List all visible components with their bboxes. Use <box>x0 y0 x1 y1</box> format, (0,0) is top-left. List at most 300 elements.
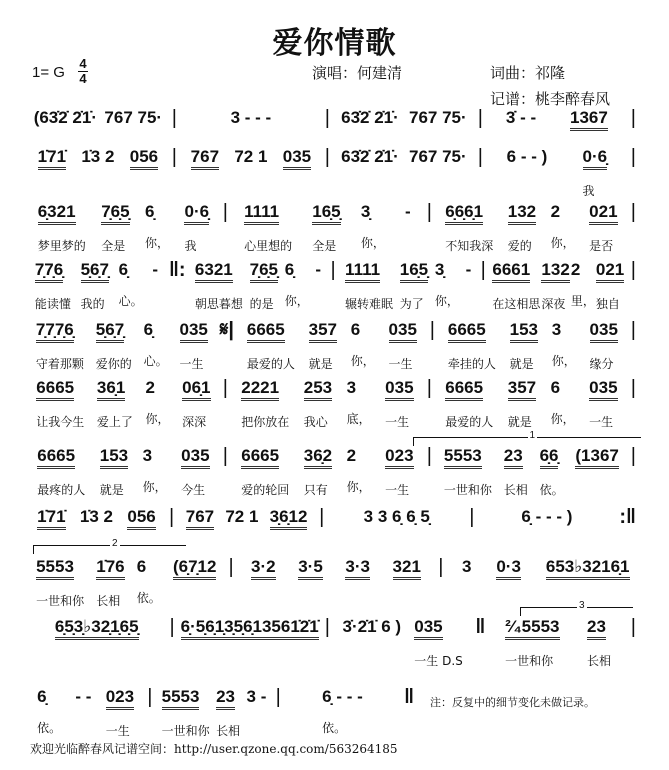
notes: 3̇·2̇1̇ 6 ) <box>342 617 402 636</box>
lyric: 全是 <box>101 239 126 253</box>
measure <box>183 108 319 128</box>
lyric: 一世和你 <box>161 724 210 738</box>
notes: 3 <box>142 446 153 465</box>
barline: | <box>228 556 234 578</box>
notes: 23 <box>504 446 523 469</box>
note-group <box>552 320 576 369</box>
notes: 6665 <box>36 378 74 401</box>
notes: 6̣ <box>145 202 155 221</box>
measure <box>30 260 163 312</box>
note-group <box>504 446 528 498</box>
notes: 6̣6̣ <box>540 446 559 469</box>
lyric: 把你放在 <box>241 415 290 429</box>
lyric: 爱的轮回 <box>241 483 290 497</box>
note-group <box>551 378 575 427</box>
note-group <box>341 147 399 167</box>
notes: 6665 <box>445 378 483 401</box>
note-group <box>152 260 158 280</box>
barline: :‖ <box>619 506 636 528</box>
notes: 357 <box>309 320 337 343</box>
notes: 2 <box>346 446 357 465</box>
notes: 6 - - ) <box>506 147 548 166</box>
barline: | <box>426 377 432 399</box>
notes: 023 <box>385 446 413 469</box>
barline: | <box>168 506 175 528</box>
barline: | <box>438 556 444 578</box>
note-group <box>181 617 206 640</box>
measure <box>234 446 421 498</box>
note-group <box>445 378 493 430</box>
notes: 6̣ - - - <box>322 687 363 706</box>
note-group <box>281 617 319 640</box>
lyric: 深深 <box>182 415 207 429</box>
notes: 6 <box>350 320 361 339</box>
lyric: 底， <box>346 412 371 426</box>
note-group <box>462 557 471 577</box>
note-group <box>37 687 61 736</box>
note-group <box>405 202 411 222</box>
note-group <box>466 260 472 280</box>
lyric: 朝思暮想 <box>194 297 243 311</box>
note-group <box>241 446 289 498</box>
lyric: 你， <box>145 236 170 250</box>
notes: 035 <box>181 446 209 469</box>
lyric: 一世和你 <box>36 594 85 608</box>
measure <box>30 687 141 739</box>
notes: 3̣ <box>360 202 371 221</box>
footer-link-text: 欢迎光临醉春风记谱空间：http://user.qzone.qq.com/563264185 <box>30 742 398 756</box>
notes: 035 <box>414 617 442 640</box>
note-group <box>250 260 278 312</box>
lyric: 今生 <box>181 483 206 497</box>
measure <box>438 378 625 430</box>
composer: 词曲：祁隆 <box>490 64 566 82</box>
note-group <box>364 507 430 527</box>
note-group <box>144 320 168 369</box>
lyric: 缘分 <box>589 357 614 371</box>
notes: 3·5 <box>298 557 323 580</box>
notes: 021 <box>589 202 617 225</box>
note-group <box>97 378 133 430</box>
measure <box>342 260 475 312</box>
barline: | <box>319 506 325 528</box>
notes: 23 <box>216 687 235 710</box>
note-group <box>36 378 84 430</box>
notes: 321 <box>393 557 421 580</box>
notes: 6̣·5̣ <box>181 617 206 640</box>
score-line <box>30 260 642 312</box>
notes: 132 <box>508 202 536 225</box>
note-group <box>322 687 363 736</box>
notes: (6̣7̣12 <box>173 557 216 580</box>
barline: | <box>477 107 483 129</box>
note-group <box>146 378 170 427</box>
lyric: 长相 <box>96 594 121 608</box>
measure <box>30 378 217 430</box>
lyric: 在这相思 <box>492 297 541 311</box>
note-group <box>400 260 428 312</box>
measure <box>492 260 625 312</box>
measure <box>30 147 166 170</box>
lyric: 爱的 <box>507 239 532 253</box>
score-line <box>30 108 642 131</box>
lyric: 心。 <box>143 354 168 368</box>
lyric: 一生 <box>388 357 413 371</box>
barline: | <box>147 686 153 708</box>
barline: ‖ <box>404 686 415 708</box>
score-line <box>30 507 642 530</box>
note-group <box>283 147 311 170</box>
notes: 3̣ <box>434 260 445 279</box>
barline: | <box>630 146 636 168</box>
note-group <box>347 378 371 427</box>
measure <box>330 507 463 527</box>
song-title: 爱你情歌 <box>272 26 397 61</box>
note-group <box>570 108 608 131</box>
key-signature: 1= G <box>32 64 65 81</box>
measure <box>438 202 625 254</box>
note-group <box>180 320 208 372</box>
note-group <box>496 557 521 580</box>
notes: 021 <box>596 260 624 283</box>
note-group <box>75 687 91 707</box>
lyric: 就是 <box>509 357 534 371</box>
notes: 3 - - - <box>230 108 272 127</box>
notes: 3 <box>346 378 357 397</box>
lyric: 一世和你 <box>443 483 492 497</box>
lyric: 的是 <box>249 297 274 311</box>
notes: 653♭3216̣1 <box>546 557 630 580</box>
note-group <box>445 202 493 254</box>
notes: 3·3 <box>345 557 370 580</box>
note-group <box>345 260 393 312</box>
note-group <box>241 378 289 430</box>
notes: 035 <box>385 378 413 401</box>
lyric: 守着那颗 <box>35 357 84 371</box>
barline: | <box>480 259 486 281</box>
volta-second-label: 2 <box>112 538 118 549</box>
notes: 72 1 <box>225 507 259 526</box>
score-line <box>30 687 420 739</box>
note-group <box>173 557 216 580</box>
lyric: 爱你的 <box>95 357 132 371</box>
barline: | <box>630 107 636 129</box>
note-group <box>343 617 402 637</box>
note-group <box>589 378 617 430</box>
lyric: 依。 <box>37 721 62 735</box>
measure <box>491 617 624 669</box>
measure <box>183 147 319 170</box>
barline: | <box>222 201 228 223</box>
volta-first-label: 1 <box>529 430 536 441</box>
notes: 1̇3 2 <box>81 147 115 166</box>
note-group <box>205 617 243 640</box>
lyric: 不知我深 <box>445 239 494 253</box>
barline: | <box>222 377 228 399</box>
measure <box>336 147 472 167</box>
notes: 6̣5̣3̣♭32̣1̣6̣5̣ <box>55 617 139 640</box>
notes: 6̣ <box>143 320 154 339</box>
note-group <box>298 557 323 580</box>
measure <box>30 617 163 640</box>
note-group <box>571 260 595 309</box>
time-signature <box>78 58 88 85</box>
lyric: 只有 <box>303 483 328 497</box>
lyric: 长相 <box>216 724 241 738</box>
notes: - - <box>75 687 92 706</box>
barline: | <box>429 319 435 341</box>
triplet-label: 3 <box>579 600 585 611</box>
notes: 36̣2 <box>304 446 332 469</box>
note-group <box>507 147 548 167</box>
notes: (1367 <box>575 446 618 469</box>
notes: 6665 <box>37 446 75 469</box>
lyric: 一生 <box>589 415 614 429</box>
note-group <box>106 687 134 739</box>
note-group <box>589 202 617 254</box>
barline: | <box>171 146 177 168</box>
lyric: 辗转难眠 <box>345 297 394 311</box>
note-group <box>36 320 84 372</box>
barline: | <box>426 201 432 223</box>
notes: 7̣7̣7̣6̣ <box>36 320 74 343</box>
note-group <box>145 202 169 251</box>
notes: 6̣1̣3̣5̣ <box>205 617 243 640</box>
lyric: 依。 <box>539 483 564 497</box>
lyric: 你， <box>145 412 170 426</box>
note-group <box>312 202 340 254</box>
notes: 5̣6̣7̣ <box>96 320 124 343</box>
barline: | <box>477 146 483 168</box>
notes: 5553 <box>162 687 200 710</box>
barline: | <box>630 201 636 223</box>
barline: | <box>324 107 330 129</box>
note-group <box>510 320 538 372</box>
lyric: 为了 <box>399 297 424 311</box>
notes: 035 <box>180 320 208 343</box>
note-group <box>234 147 267 167</box>
notes: 6665 <box>448 320 486 343</box>
volta-second-ending <box>33 538 186 554</box>
notes: 7̣7̣6̣ <box>35 260 63 283</box>
lyric: 里， <box>570 294 595 308</box>
barline: | <box>330 259 336 281</box>
barline: | <box>169 616 175 638</box>
score-line <box>30 202 642 254</box>
lyric: 就是 <box>99 483 124 497</box>
note-group <box>35 260 71 312</box>
notes: 767 75· <box>409 147 467 166</box>
notes: 357 <box>508 378 536 401</box>
time-denominator: 4 <box>79 71 87 86</box>
note-group <box>225 507 258 527</box>
measure <box>30 202 217 254</box>
measure <box>234 202 421 254</box>
notes: 5̣6̣7̣ <box>81 260 109 283</box>
notes: 6 <box>550 378 561 397</box>
notes: 61̇2̇1̇ <box>281 617 319 640</box>
notes: 6̣321 <box>38 202 76 225</box>
notes: 1̇71̇ <box>38 147 66 170</box>
notes: 035 <box>589 378 617 401</box>
triplet-bracket <box>520 600 633 616</box>
note-group <box>162 687 210 739</box>
lyric: 一世和你 <box>505 654 554 668</box>
note-group <box>341 108 399 128</box>
lyric: 你， <box>434 294 459 308</box>
barline: ‖: <box>168 259 186 281</box>
lyric: 一生 D.S <box>414 654 463 668</box>
notes: 6̣6̣6̣1 <box>445 202 483 225</box>
note-group <box>508 378 536 430</box>
note-group <box>38 147 66 170</box>
barline: | <box>275 686 281 708</box>
barline: | <box>171 107 177 129</box>
measure <box>489 108 625 131</box>
barline: | <box>630 445 636 467</box>
notes: 3 <box>461 557 472 576</box>
lyric: 你， <box>346 480 371 494</box>
notes: 63̇2̇ 2̇1̇· <box>341 147 399 166</box>
note-group <box>270 507 308 530</box>
lyric: 长相 <box>587 654 612 668</box>
note-group <box>541 260 569 312</box>
lyric: 我的 <box>80 297 105 311</box>
measure <box>158 687 269 739</box>
barline: | <box>630 377 636 399</box>
note-group <box>37 507 65 530</box>
note-group <box>389 320 417 372</box>
lyric: 一生 <box>179 357 204 371</box>
note-group <box>583 147 608 199</box>
note-group <box>119 260 143 309</box>
note-group <box>251 557 276 580</box>
measure <box>181 617 319 640</box>
note-group <box>127 507 155 530</box>
notes: 6̣135 <box>243 617 281 640</box>
notes: - <box>152 260 159 279</box>
notes: 3̇ - - <box>505 108 537 127</box>
note-group <box>243 617 281 640</box>
lyric: 你， <box>350 354 375 368</box>
note-group <box>414 617 463 669</box>
note-group <box>506 108 536 128</box>
score-line <box>30 147 642 199</box>
notes: 767 <box>186 507 214 530</box>
notes: 0·3 <box>496 557 521 580</box>
barline: 𝄋| <box>219 319 234 341</box>
lyric: 你， <box>142 480 167 494</box>
notes: ²⁄₄5553 <box>505 617 559 640</box>
note-group <box>186 507 214 530</box>
singer: 演唱：何建清 <box>312 64 403 82</box>
lyric: 你， <box>550 412 575 426</box>
notes: (63̇2̇ 2̇1̇· <box>33 108 98 127</box>
note-group <box>96 557 124 609</box>
lyric: 依。 <box>136 591 161 605</box>
volta-first-ending <box>413 430 641 446</box>
notes: 035 <box>389 320 417 343</box>
score-line <box>30 320 642 372</box>
measure <box>30 507 163 530</box>
note-group <box>590 320 618 372</box>
measure <box>489 147 625 199</box>
lyric: 你， <box>360 236 385 250</box>
notes: 3 <box>551 320 562 339</box>
note-group <box>345 557 370 580</box>
note-group <box>184 202 209 254</box>
note-group <box>596 260 624 312</box>
notes: 06̣1 <box>182 378 210 401</box>
notes: 6̣ <box>118 260 129 279</box>
barline: | <box>630 616 636 638</box>
lyric: 最爱的人 <box>246 357 295 371</box>
notes: 153 <box>510 320 538 343</box>
note-group <box>546 557 630 580</box>
footnote: 注：反复中的细节变化未做记录。 <box>430 696 595 709</box>
notes: 153 <box>100 446 128 469</box>
notes: 1367 <box>570 108 608 131</box>
notes: 2221 <box>241 378 279 401</box>
lyric: 就是 <box>507 415 532 429</box>
lyric: 一生 <box>385 483 410 497</box>
note-group <box>231 108 272 128</box>
lyric: 就是 <box>308 357 333 371</box>
measure <box>449 557 642 580</box>
measure <box>480 507 613 527</box>
notes: 6665 <box>241 446 279 469</box>
note-group <box>409 108 467 128</box>
measure <box>30 108 166 128</box>
note-group <box>181 446 209 498</box>
note-group <box>508 202 536 254</box>
note-group <box>104 108 162 128</box>
note-group <box>137 557 161 606</box>
lyric: 梦里梦的 <box>37 239 86 253</box>
lyric: 一生 <box>385 415 410 429</box>
notes: 6̣ - - - ) <box>521 507 573 526</box>
note-group <box>347 446 371 495</box>
notes: 2 <box>145 378 155 397</box>
notes: 5553 <box>36 557 74 580</box>
note-group <box>315 260 321 280</box>
lyric: 是否 <box>589 239 614 253</box>
notes: 1̇71̇ <box>37 507 65 530</box>
note-group <box>285 260 309 309</box>
note-group <box>244 202 292 254</box>
note-group <box>587 617 611 669</box>
lyric: 我 <box>582 184 595 198</box>
lyric: 让我今生 <box>36 415 85 429</box>
lyric: 深夜 <box>541 297 566 311</box>
measure <box>30 320 214 372</box>
note-group <box>34 108 97 128</box>
notes: 2 <box>550 202 561 221</box>
notes: 056 <box>127 507 155 530</box>
lyric: 独自 <box>595 297 620 311</box>
note-group <box>444 446 492 498</box>
notes: 023 <box>106 687 134 710</box>
note-group <box>309 320 337 372</box>
notes: 1̇76 <box>96 557 124 580</box>
notes: - <box>465 260 472 279</box>
note-group <box>540 446 564 498</box>
note-group <box>393 557 421 580</box>
notes: 16̣5̣ <box>312 202 340 225</box>
barline: | <box>324 616 330 638</box>
lyric: 长相 <box>503 483 528 497</box>
notes: 72 1 <box>234 147 268 166</box>
